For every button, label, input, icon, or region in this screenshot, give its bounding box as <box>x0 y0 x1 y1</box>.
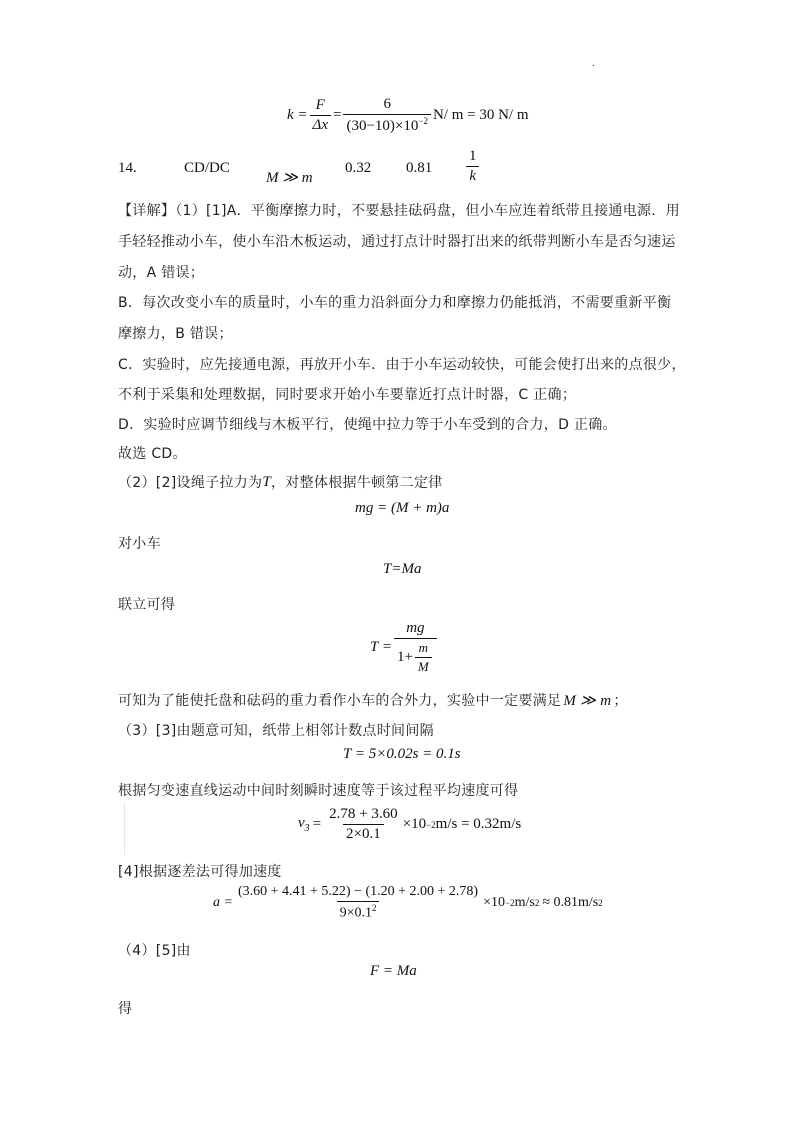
detail-line-3: 动，A 错误； <box>118 265 205 281</box>
get-line: 得 <box>118 1001 133 1017</box>
fraction-six <box>343 96 431 135</box>
fma-equation: F = Ma <box>370 963 417 979</box>
a-den-base: 9×0.1 <box>339 905 372 921</box>
margin-rule <box>124 803 125 855</box>
answer-1: CD/DC <box>184 160 230 176</box>
frac-den <box>394 638 437 675</box>
a-unit: m/s <box>514 894 535 910</box>
frac-num: mg <box>406 620 425 636</box>
eq-k-lhs: k = <box>287 107 308 123</box>
option-b-line-1: B．每次改变小车的质量时，小车的重力沿斜面分力和摩擦力仍能抵消，不需要重新平衡 <box>118 295 672 311</box>
car-equation: T=Ma <box>383 561 422 577</box>
v3-exp: −2 <box>426 819 436 830</box>
frac-num: 1 <box>469 148 477 164</box>
conclusion-text: 可知为了能使托盘和砝码的重力看作小车的合外力，实验中一定要满足 <box>118 693 562 709</box>
choose-line: 故选 CD。 <box>118 446 187 462</box>
part-2-intro <box>118 472 443 492</box>
to-car-line: 对小车 <box>118 536 161 552</box>
answer-3: 0.32 <box>345 160 372 176</box>
frac-num: 6 <box>383 96 391 112</box>
frac-den: Δx <box>310 115 331 134</box>
v3-symbol: v <box>298 815 305 831</box>
frac-den: k <box>466 166 479 185</box>
a-unit-exp: 2 <box>534 897 540 908</box>
condition: M ≫ m <box>563 692 612 709</box>
frac-num: F <box>315 97 325 113</box>
a-exp: −2 <box>505 897 515 908</box>
period-equation: T = 5×0.02s = 0.1s <box>343 746 461 762</box>
inner-num: m <box>418 640 429 655</box>
answer-4: 0.81 <box>406 160 433 176</box>
option-b-line-2: 摩擦力，B 错误； <box>118 326 233 342</box>
v3-subscript: 3 <box>304 823 310 834</box>
conclusion-end: ； <box>613 693 628 709</box>
tension-equation <box>370 620 439 675</box>
v3-mid: ×10 <box>402 816 427 832</box>
a-mid: ×10 <box>483 894 505 910</box>
newton-equation: mg = (M + m)a <box>355 500 450 516</box>
frac-num: 2.78 + 3.60 <box>329 806 398 822</box>
inner-den: M <box>415 657 432 675</box>
v3-tail: m/s = 0.32m/s <box>435 816 522 832</box>
part-4-intro: （4）[5]由 <box>118 943 191 959</box>
frac-num: (3.60 + 4.41 + 5.22) − (1.20 + 2.00 + 2.78) <box>237 884 479 899</box>
a-den-exp: 2 <box>371 903 377 913</box>
a-tail: ≈ 0.81m/s <box>542 894 599 910</box>
combine-line: 联立可得 <box>118 597 176 613</box>
conclusion-line <box>118 690 628 710</box>
answer-2: M ≫ m <box>266 170 313 186</box>
part-2-text: （2）[2]设绳子拉力为 <box>118 475 263 491</box>
corner-mark: . <box>592 58 595 69</box>
part-4-acc-intro: [4]根据逐差法可得加速度 <box>118 864 282 880</box>
a-fraction <box>235 884 481 922</box>
tension-fraction <box>394 620 437 675</box>
spring-constant-equation <box>287 96 529 135</box>
a-tail-exp: 2 <box>598 897 603 908</box>
option-c-line-1: C．实验时，应先接通电源，再放开小车．由于小车运动较快，可能会使打出来的点很少， <box>118 357 686 373</box>
part-2-text-rest: ，对整体根据牛顿第二定律 <box>271 475 443 491</box>
frac-den <box>343 114 431 135</box>
acceleration-equation <box>213 884 603 922</box>
frac-den-exp: −2 <box>418 116 428 126</box>
eq-k-tail: N/ m = 30 N/ m <box>432 107 529 123</box>
inner-fraction <box>415 640 432 675</box>
velocity-equation <box>298 806 521 843</box>
tension-symbol: T <box>262 473 271 490</box>
part-3-intro: （3）[3]由题意可知，纸带上相邻计数点时间间隔 <box>118 723 434 739</box>
option-d-line-1: D．实验时应调节细线与木板平行，使绳中拉力等于小车受到的合力，D 正确。 <box>118 417 617 433</box>
question-number: 14. <box>118 160 137 176</box>
fraction-f-over-dx <box>310 97 331 134</box>
frac-den-base: (30−10)×10 <box>346 118 419 134</box>
v3-lhs <box>298 815 310 834</box>
detail-line-2: 手轻轻推动小车，使小车沿木板运动，通过打点计时器打出来的纸带判断小车是否匀速运 <box>118 234 676 250</box>
v3-eq: = <box>312 816 322 832</box>
frac-den <box>337 901 380 922</box>
eq-sign: = <box>333 107 342 123</box>
frac-den: 2×0.1 <box>343 824 384 843</box>
v3-fraction <box>326 806 400 843</box>
option-c-line-2: 不利于采集和处理数据，同时要求开始小车要靠近打点计时器，C 正确； <box>118 387 577 403</box>
den-prefix: 1+ <box>396 649 413 665</box>
velocity-intro: 根据匀变速直线运动中间时刻瞬时速度等于该过程平均速度可得 <box>118 783 519 799</box>
answer-5 <box>464 148 482 185</box>
detail-line-1: 【详解】（1）[1]A．平衡摩擦力时，不要悬挂砝码盘，但小车应连着纸带且接通电源．用 <box>118 203 680 219</box>
a-lhs: a = <box>213 894 233 910</box>
tension-lhs: T = <box>370 639 392 655</box>
